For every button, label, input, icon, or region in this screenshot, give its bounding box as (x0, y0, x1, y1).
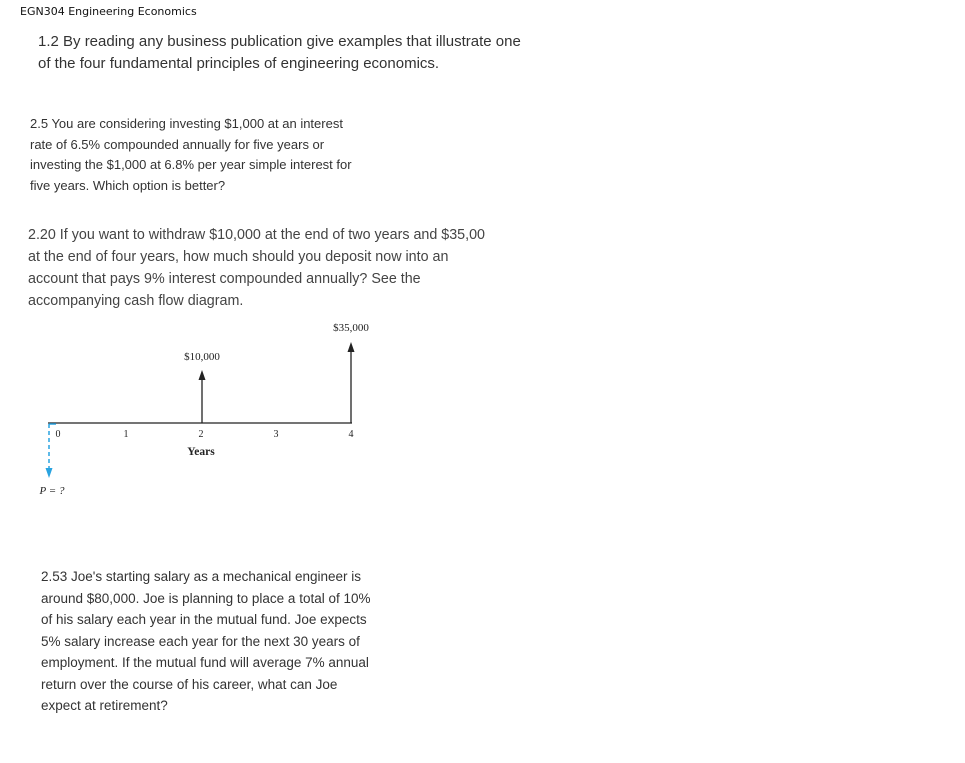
tick-label-3: 3 (273, 429, 279, 440)
tick-label-0: 0 (55, 429, 61, 440)
arrowhead-year-2 (199, 370, 206, 380)
tick-label-4: 4 (348, 429, 354, 440)
cash-flow-label-year-2: $10,000 (184, 351, 220, 363)
tick-label-2: 2 (198, 429, 204, 440)
cash-flow-label-year-4: $35,000 (333, 322, 369, 334)
arrowhead-year-4 (348, 342, 355, 352)
p-unknown-label: P = ? (39, 485, 65, 497)
problem-2-53: 2.53 Joe's starting salary as a mechanical engineer is around $80,000. Joe is planning to place a total of 10% of his salary each year in the mutual fund. Joe expects 5% salary increase each year for the next 30 years of employment. If the mutual fund will average 7% annual return over the course of his career, what can Joe expect at retirement? (41, 569, 371, 713)
document-header: EGN304 Engineering Economics (20, 5, 197, 18)
tick-label-1: 1 (123, 429, 129, 440)
problem-2-20: 2.20 If you want to withdraw $10,000 at the end of two years and $35,00 at the end of four years, how much should you deposit now into an account that pays 9% interest compounded annually? See the accompanying cash flow diagram. (28, 227, 486, 309)
p-deposit-arrowhead (46, 468, 53, 478)
problem-2-5: 2.5 You are considering investing $1,000 at an interest rate of 6.5% compounded annually for five years or investing the $1,000 at 6.8% per year simple interest for five years. Which option is better? (30, 116, 352, 193)
problem-1-2: 1.2 By reading any business publication give examples that illustrate one of the four fundamental principles of engineering economics. (38, 33, 521, 72)
axis-label-years: Years (187, 446, 215, 458)
